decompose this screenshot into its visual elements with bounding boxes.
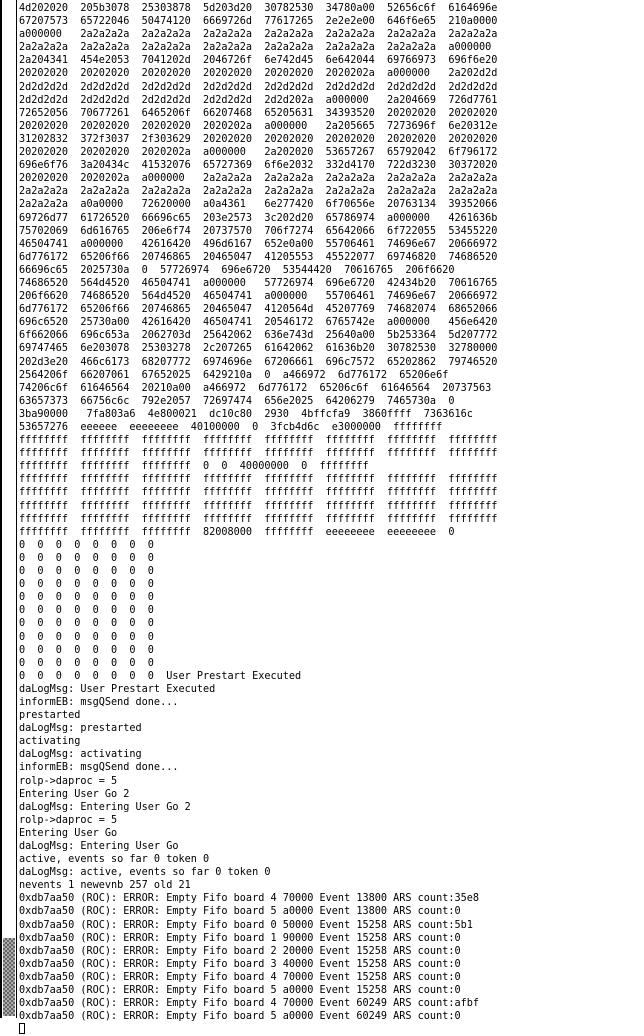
terminal-line: ffffffff ffffffff ffffffff ffffffff ffffffff ffffffff ffffffff ffffffff	[19, 474, 498, 486]
terminal-line: 3ba90000 7fa803a6 4e800021 dc10c80 2930 4bffcfa9 3860ffff 7363616c	[19, 408, 473, 420]
terminal-line: daLogMsg: activating	[19, 749, 142, 761]
terminal-line: 2a204341 454e2053 7041202d 2046726f 6e742d45 6e642044 69766973 696f6e20	[19, 55, 498, 67]
terminal-line: 0 0 0 0 0 0 0 0	[19, 579, 154, 591]
cursor	[19, 1023, 25, 1034]
terminal-output	[19, 2, 639, 1036]
terminal-line: 0xdb7aa50 (ROC): ERROR: Empty Fifo board 0 50000 Event 15258 ARS count:5b1	[19, 919, 473, 931]
terminal-line: 0xdb7aa50 (ROC): ERROR: Empty Fifo board 1 90000 Event 15258 ARS count:0	[19, 932, 461, 944]
terminal-line: Entering User Go 2	[19, 788, 130, 800]
terminal-line: ffffffff ffffffff ffffffff ffffffff ffffffff ffffffff ffffffff ffffffff	[19, 500, 498, 512]
terminal-line: 0xdb7aa50 (ROC): ERROR: Empty Fifo board 5 a0000 Event 13800 ARS count:0	[19, 906, 461, 918]
terminal-line: 0xdb7aa50 (ROC): ERROR: Empty Fifo board 3 40000 Event 15258 ARS count:0	[19, 958, 461, 970]
terminal-line: 74206c6f 61646564 20210a00 a466972 6d776172 65206c6f 61646564 20737563	[19, 382, 492, 394]
terminal-line: 66696c65 2025730a 0 57726974 696e6720 53544420 70616765 206f6620	[19, 264, 455, 276]
terminal-line: 0 0 0 0 0 0 0 0	[19, 631, 154, 643]
terminal-line: active, events so far 0 token 0	[19, 854, 210, 866]
terminal-line: daLogMsg: Entering User Go 2	[19, 801, 191, 813]
terminal-line: 0 0 0 0 0 0 0 0	[19, 605, 154, 617]
terminal-line: 0 0 0 0 0 0 0 0	[19, 566, 154, 578]
terminal-line: 6d776172 65206f66 20746865 20465047 41205553 45522077 69746820 74686520	[19, 251, 498, 263]
terminal-line: daLogMsg: active, events so far 0 token 0	[19, 867, 271, 879]
terminal-line: 6f662066 696c653a 2062703d 25642062 636e743d 25640a00 5b253364 5d207772	[19, 330, 498, 342]
terminal-line: 206f6620 74686520 564d4520 46504741 a000000 55706461 74696e67 20666972	[19, 291, 498, 303]
terminal-line: 72652056 70677261 6465206f 66207468 65205631 34393520 20202020 20202020	[19, 107, 498, 119]
terminal-line: 2a2a2a2a 2a2a2a2a 2a2a2a2a 2a2a2a2a 2a2a2a2a 2a2a2a2a 2a2a2a2a 2a2a2a2a	[19, 186, 498, 198]
terminal-line: rolp->daproc = 5	[19, 775, 118, 787]
terminal-line: a000000 2a2a2a2a 2a2a2a2a 2a2a2a2a 2a2a2a2a 2a2a2a2a 2a2a2a2a 2a2a2a2a	[19, 29, 498, 41]
terminal-line: 0xdb7aa50 (ROC): ERROR: Empty Fifo board 4 70000 Event 60249 ARS count:afbf	[19, 998, 480, 1010]
terminal-line: 20202020 2020202a a000000 2a2a2a2a 2a2a2a2a 2a2a2a2a 2a2a2a2a 2a2a2a2a	[19, 173, 498, 185]
terminal-line: ffffffff ffffffff ffffffff 82008000 ffffffff eeeeeeee eeeeeeee 0	[19, 526, 455, 538]
terminal-line: 696e6f76 3a20434c 41532076 65727369 6f6e2032 332d4170 722d3230 30372020	[19, 160, 498, 172]
terminal-line: 2a2a2a2a a0a0000 72620000 a0a4361 6e277420 6f70656e 20763134 39352066	[19, 199, 498, 211]
terminal-line: 74686520 564d4520 46504741 a000000 57726974 696e6720 42434b20 70616765	[19, 277, 498, 289]
terminal-line: 0xdb7aa50 (ROC): ERROR: Empty Fifo board 4 70000 Event 15258 ARS count:0	[19, 971, 461, 983]
terminal-line: 202d3e20 466c6173 68207772 6974696e 67206661 696c7572 65202862 79746520	[19, 356, 498, 368]
terminal-line: 0xdb7aa50 (ROC): ERROR: Empty Fifo board 5 a0000 Event 15258 ARS count:0	[19, 985, 461, 997]
terminal-line: informEB: msgQSend done...	[19, 762, 179, 774]
terminal-line: 0xdb7aa50 (ROC): ERROR: Empty Fifo board 4 70000 Event 13800 ARS count:35e8	[19, 893, 480, 905]
terminal-line: ffffffff ffffffff ffffffff 0 0 40000000 0 ffffffff	[19, 461, 369, 473]
scrollbar[interactable]	[2, 0, 17, 1018]
terminal-line: 20202020 20202020 20202020 2020202a a000000 2a205665 7273696f 6e20312e	[19, 120, 498, 132]
terminal-line: 75702069 6d616765 206e6f74 20737570 706f7274 65642066 6f722055 53455220	[19, 225, 498, 237]
terminal-line: 2a2a2a2a 2a2a2a2a 2a2a2a2a 2a2a2a2a 2a2a2a2a 2a2a2a2a 2a2a2a2a a000000	[19, 42, 492, 54]
terminal-line: 0xdb7aa50 (ROC): ERROR: Empty Fifo board 5 a0000 Event 60249 ARS count:0	[19, 1011, 461, 1023]
terminal-line: 0 0 0 0 0 0 0 0	[19, 552, 154, 564]
terminal-line: 0 0 0 0 0 0 0 0	[19, 539, 154, 551]
terminal-line: 69747465 6e203078 25303278 2c207265 61642062 61636b20 30782530 32780000	[19, 343, 498, 355]
terminal-line: 46504741 a000000 42616420 496d6167 652e0a00 55706461 74696e67 20666972	[19, 238, 498, 250]
terminal-line: 67207573 65722046 50474120 6669726d 77617265 2e2e2e00 646f6e65 210a0000	[19, 16, 498, 28]
terminal-line: daLogMsg: prestarted	[19, 723, 142, 735]
terminal-line: 696c6520 25730a00 42616420 46504741 20546172 6765742e a000000 456e6420	[19, 317, 498, 329]
terminal-line: Entering User Go	[19, 827, 118, 839]
terminal-line: 2564206f 66207061 67652025 6429210a 0 a466972 6d776172 65206e6f	[19, 369, 449, 381]
terminal-line: 63657373 66756c6c 792e2057 72697474 656e2025 64206279 7465730a 0	[19, 395, 455, 407]
terminal-line: 2d2d2d2d 2d2d2d2d 2d2d2d2d 2d2d2d2d 2d2d202a a000000 2a204669 726d7761	[19, 94, 498, 106]
terminal-line: prestarted	[19, 710, 81, 722]
terminal-line: activating	[19, 736, 81, 748]
terminal-line: 0 0 0 0 0 0 0 0	[19, 657, 154, 669]
terminal-line: 0xdb7aa50 (ROC): ERROR: Empty Fifo board 2 20000 Event 15258 ARS count:0	[19, 945, 461, 957]
terminal-line: 53657276 eeeeee eeeeeeee 40100000 0 3fcb4d6c e3000000 ffffffff	[19, 422, 443, 433]
terminal-line: 4d202020 205b3078 25303878 5d203d20 30782530 34780a00 52656c6f 6164696e	[19, 3, 498, 14]
terminal-line: 0 0 0 0 0 0 0 0	[19, 644, 154, 656]
scrollbar-thumb[interactable]	[3, 938, 15, 1016]
terminal-line: rolp->daproc = 5	[19, 814, 118, 826]
prompt-line[interactable]	[19, 1023, 639, 1036]
terminal-line: ffffffff ffffffff ffffffff ffffffff ffffffff ffffffff ffffffff ffffffff	[19, 435, 498, 447]
terminal-line: 69726d77 61726520 66696c65 203e2573 3c202d20 65786974 a000000 4261636b	[19, 212, 498, 224]
terminal-line: informEB: msgQSend done...	[19, 696, 179, 708]
terminal-line: 0 0 0 0 0 0 0 0 User Prestart Executed	[19, 670, 302, 682]
terminal-line: ffffffff ffffffff ffffffff ffffffff ffffffff ffffffff ffffffff ffffffff	[19, 513, 498, 525]
terminal-line: 20202020 20202020 2020202a a000000 2a202020 53657267 65792042 6f796172	[19, 147, 498, 159]
terminal-line: ffffffff ffffffff ffffffff ffffffff ffffffff ffffffff ffffffff ffffffff	[19, 487, 498, 499]
terminal-line: 2d2d2d2d 2d2d2d2d 2d2d2d2d 2d2d2d2d 2d2d2d2d 2d2d2d2d 2d2d2d2d 2d2d2d2d	[19, 81, 498, 93]
terminal-line: 20202020 20202020 20202020 20202020 20202020 2020202a a000000 2a202d2d	[19, 68, 498, 80]
terminal-line: 0 0 0 0 0 0 0 0	[19, 618, 154, 630]
terminal-line: daLogMsg: Entering User Go	[19, 841, 179, 852]
terminal-line: nevents 1 newevnb 257 old 21	[19, 880, 191, 892]
terminal-line: 0 0 0 0 0 0 0 0	[19, 592, 154, 604]
terminal-line: 31202832 372f3037 2f303629 20202020 20202020 20202020 20202020 20202020	[19, 133, 498, 145]
terminal-line: 6d776172 65206f66 20746865 20465047 4120564d 45207769 74682074 68652066	[19, 304, 498, 316]
terminal-line: daLogMsg: User Prestart Executed	[19, 683, 216, 695]
terminal-line: ffffffff ffffffff ffffffff ffffffff ffffffff ffffffff ffffffff ffffffff	[19, 448, 498, 460]
